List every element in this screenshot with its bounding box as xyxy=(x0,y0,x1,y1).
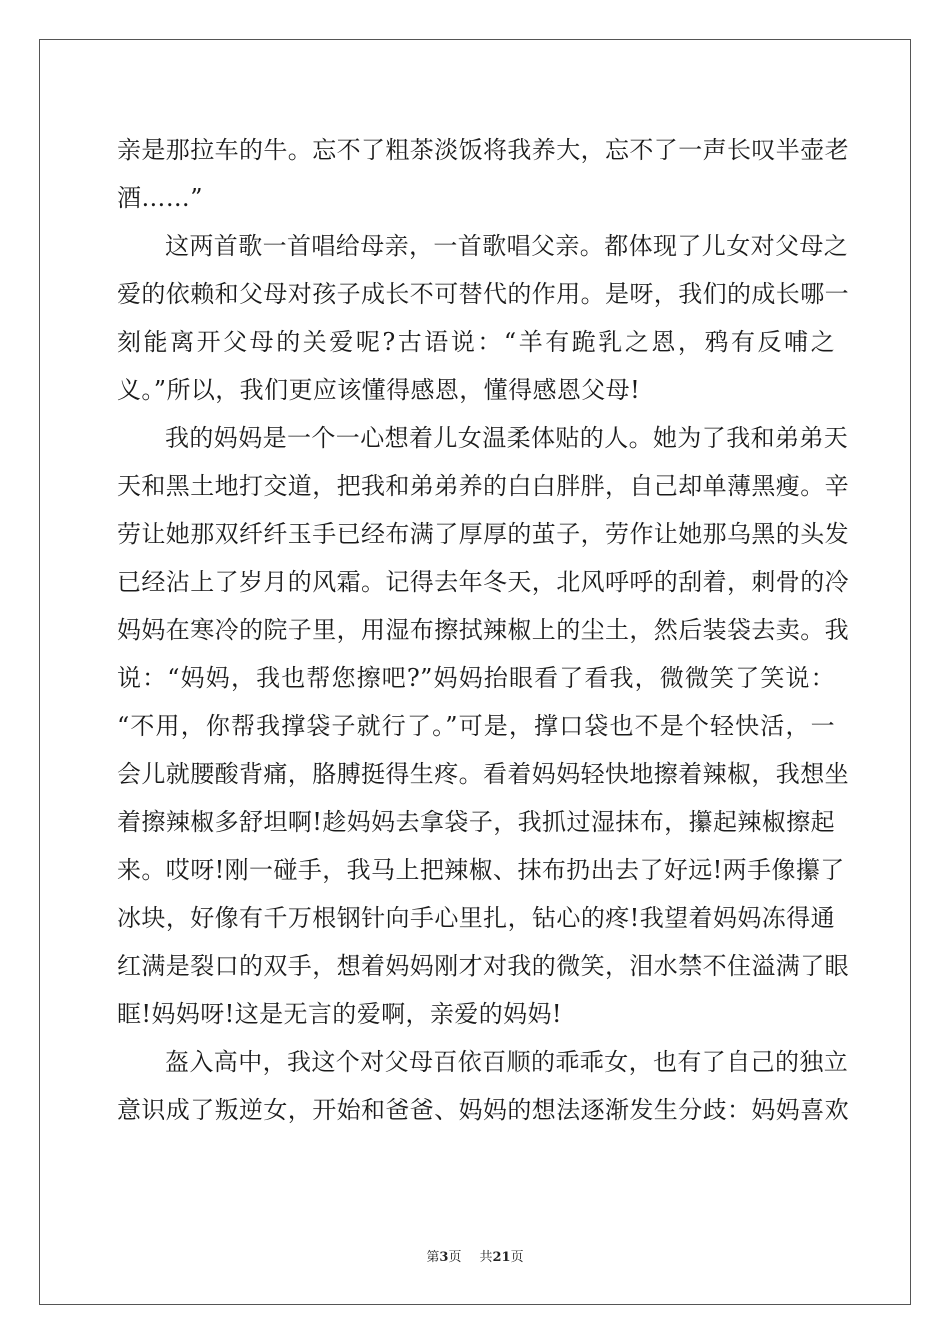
text-line: 意识成了叛逆女，开始和爸爸、妈妈的想法逐渐发生分歧：妈妈喜欢 xyxy=(117,1096,849,1124)
text-line: 亲是那拉车的牛。忘不了粗茶淡饭将我养大，忘不了一声长叹半壶老 xyxy=(117,136,849,164)
footer-total-prefix: 共 xyxy=(479,1250,493,1265)
text-line: 爱的依赖和父母对孩子成长不可替代的作用。是呀，我们的成长哪一 xyxy=(117,280,849,308)
footer-page-prefix: 第 xyxy=(426,1250,440,1265)
text-line: 眶!妈妈呀!这是无言的爱啊，亲爱的妈妈! xyxy=(117,1000,562,1028)
text-line: 酒……” xyxy=(117,184,203,212)
text-line: 义。”所以，我们更应该懂得感恩，懂得感恩父母! xyxy=(117,376,641,404)
page-footer xyxy=(0,1248,950,1268)
text-line: 会儿就腰酸背痛，胳膊挺得生疼。看着妈妈轻快地擦着辣椒，我想坐 xyxy=(117,760,849,788)
footer-total-pages: 21 xyxy=(492,1250,511,1265)
paragraph-start-line: 这两首歌一首唱给母亲，一首歌唱父亲。都体现了儿女对父母之 xyxy=(165,232,849,260)
footer-page-suffix: 页 xyxy=(448,1250,462,1265)
text-line: 已经沾上了岁月的风霜。记得去年冬天，北风呼呼的刮着，刺骨的冷 xyxy=(117,568,849,596)
text-line: 天和黑土地打交道，把我和弟弟养的白白胖胖，自己却单薄黑瘦。辛 xyxy=(117,472,849,500)
paragraph-start-line: 我的妈妈是一个一心想着儿女温柔体贴的人。她为了我和弟弟天 xyxy=(165,424,849,452)
text-line: 劳让她那双纤纤玉手已经布满了厚厚的茧子，劳作让她那乌黑的头发 xyxy=(117,520,849,548)
text-line: 说：“妈妈，我也帮您擦吧?”妈妈抬眼看了看我，微微笑了笑说： xyxy=(117,664,835,692)
text-line: 来。哎呀!刚一碰手，我马上把辣椒、抹布扔出去了好远!两手像攥了 xyxy=(117,856,845,884)
text-line: 刻能离开父母的关爱呢?古语说：“羊有跪乳之恩，鸦有反哺之 xyxy=(117,328,835,356)
footer-page-number: 3 xyxy=(439,1250,449,1265)
text-line: 妈妈在寒冷的院子里，用湿布擦拭辣椒上的尘土，然后装袋去卖。我 xyxy=(117,616,849,644)
text-line: “不用，你帮我撑袋子就行了。”可是，撑口袋也不是个轻快活，一 xyxy=(117,712,835,740)
paragraph-start-line: 盔入高中，我这个对父母百依百顺的乖乖女，也有了自己的独立 xyxy=(165,1048,849,1076)
text-line: 着擦辣椒多舒坦啊!趁妈妈去拿袋子，我抓过湿抹布，攥起辣椒擦起 xyxy=(117,808,835,836)
text-line: 冰块，好像有千万根钢针向手心里扎，钻心的疼!我望着妈妈冻得通 xyxy=(117,904,835,932)
footer-total-suffix: 页 xyxy=(510,1250,524,1265)
document-body xyxy=(117,126,849,1134)
text-line: 红满是裂口的双手，想着妈妈刚才对我的微笑，泪水禁不住溢满了眼 xyxy=(117,952,849,980)
